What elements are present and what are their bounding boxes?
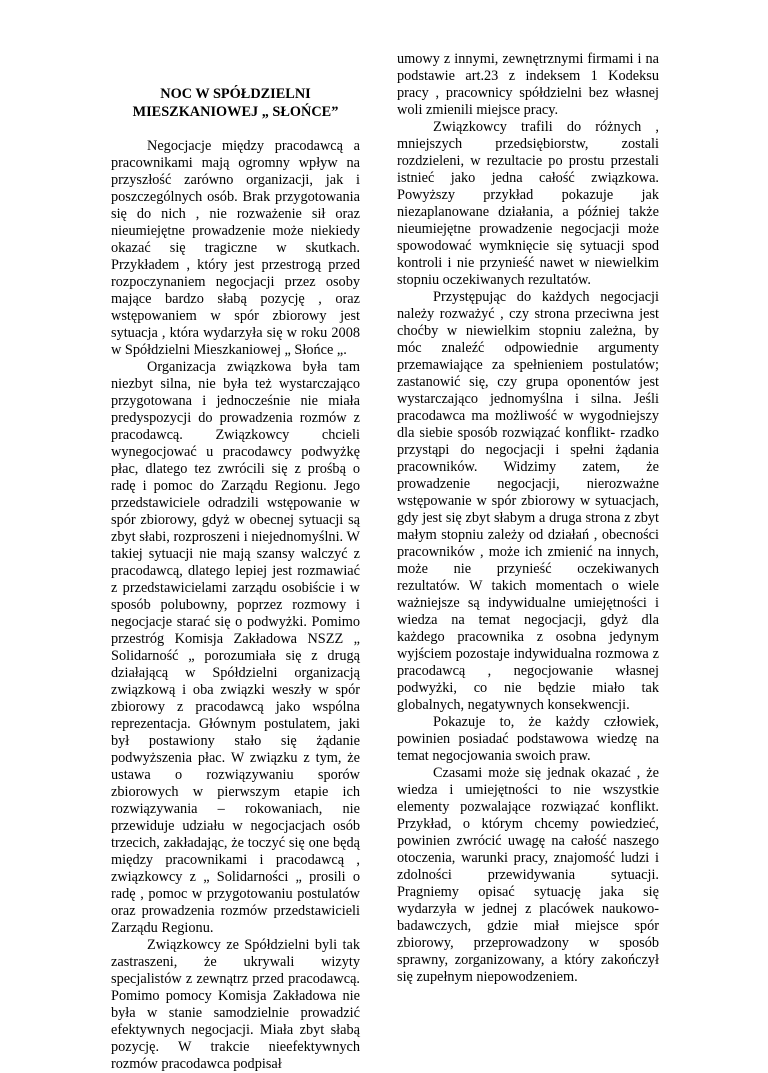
- paragraph-right-1: umowy z innymi, zewnętrznymi firmami i na podstawie art.23 z indeksem 1 Kodeksu pracy , pracownicy spółdzielni bez własnej woli zmienili miejsce pracy.: [397, 51, 659, 118]
- title-line-1: NOC W SPÓŁDZIELNI: [160, 86, 311, 102]
- right-column: [397, 0, 659, 986]
- paragraph-left-2: Organizacja związkowa była tam niezbyt silna, nie była też wystarczająco przygotowana i jednocześnie nie miała predyspozycji do prowadzenia rozmów z pracodawcą. Związkowcy chcieli wynegocjować u pracodawcy podwyżkę płac, dlatego tez zwrócili się z prośbą o radę i pomoc do Zarządu Regionu. Jego przedstawiciele odradzili wstępowanie w spór zbiorowy, gdyż w obecnej sytuacji są zbyt słabi, rozproszeni i niejednomyślni. W takiej sytuacji nie mają szansy walczyć z pracodawcą, dlatego lepiej jest rozmawiać z przedstawicielami zarządu osobiście i w sposób polubowny, poprzez rozmowy i negocjacje starać się o podwyżki. Pomimo przestróg Komisja Zakładowa NSZZ „ Solidarność „ porozumiała się z drugą działającą w Spółdzielni organizacją związkową i oba związki weszły w spór zbiorowy z pracodawcą jako wspólna reprezentacja. Głównym postulatem, jaki był postawiony stało się żądanie podwyższenia płac. W związku z tym, że ustawa o rozwiązywaniu sporów zbiorowych w pierwszym etapie ich rozwiązywania – rokowaniach, nie przewiduje udziału w negocjacjach osób trzecich, zakładając, że toczyć się one będą między pracownikami i pracodawcą , związkowcy z „ Solidarności „ prosili o radę , pomoc w przygotowaniu postulatów oraz prowadzenia rozmów przedstawicieli Zarządu Regionu.: [111, 359, 360, 936]
- title-line-2: MIESZKANIOWEJ „ SŁOŃCE”: [132, 104, 339, 120]
- paragraph-right-3: Przystępując do każdych negocjacji należy rozważyć , czy strona przeciwna jest choćby w niewielkim stopniu zależna, by móc znaleźć odpowiednie argumenty przemawiające za spełnieniem postulatów; zastanowić się, czy grupa oponentów jest wystarczająco jednomyślna i silna. Jeśli pracodawca ma możliwość w wygodniejszy dla siebie sposób rozwiązać konflikt- rzadko przystąpi do negocjacji i spełni żądania pracowników. Widzimy zatem, że prowadzenie negocjacji, nierozważne wstępowanie w spór zbiorowy w sytuacjach, gdy jest się zbyt słabym a druga strona z zbyt małym stopniu zależy od działań , obecności pracowników , może ich zmienić na innych, może nie przynieść oczekiwanych rezultatów. W takich momentach o wiele ważniejsze są indywidualne umiejętności i wiedza na temat negocjacji, gdyż dla każdego pracownika z osobna jedynym wyjściem pozostaje indywidualna rozmowa z pracodawcą , negocjowanie własnej podwyżki, co nie będzie miało tak globalnych, negatywnych konsekwencji.: [397, 289, 659, 713]
- paragraph-right-5: Czasami może się jednak okazać , że wiedza i umiejętności to nie wszystkie elementy pozwalające rozwiązać konflikt. Przykład, o którym chcemy powiedzieć, powinien zwrócić uwagę na całość naszego otoczenia, warunki pracy, znajomość ludzi i zdolności przewidywania sytuacji. Pragniemy opisać sytuację jaka się wydarzyła w jednej z placówek naukowo- badawczych, gdzie miał miejsce spór zbiorowy, przeprowadzony w sposób sprawny, zorganizowany, a który zakończył się zupełnym niepowodzeniem.: [397, 765, 659, 985]
- title-block: [111, 0, 360, 138]
- paragraph-right-2: Związkowcy trafili do różnych , mniejszych przedsiębiorstw, zostali rozdzieleni, w rezultacie po prostu przestali istnieć jako jedna całość związkowa. Powyższy przykład pokazuje jak niezaplanowane działania, a później także nieumiejętne prowadzenie negocjacji może spowodować wymknięcie się sytuacji spod kontroli i nie przynieść nawet w niewielkim stopniu oczekiwanych rezultatów.: [397, 119, 659, 288]
- paragraph-left-3: Związkowcy ze Spółdzielni byli tak zastraszeni, że ukrywali wizyty specjalistów z zewnątrz przed pracodawcą. Pomimo pomocy Komisja Zakładowa nie była w stanie samodzielnie prowadzić efektywnych negocjacji. Miała zbyt słabą pozycję. W trakcie nieefektywnych rozmów pracodawca podpisał: [111, 937, 360, 1072]
- left-column: [111, 0, 360, 1073]
- paragraph-left-1: Negocjacje między pracodawcą a pracownikami mają ogromny wpływ na przyszłość zarówno organizacji, jak i poszczególnych osób. Brak przygotowania się do nich , nie rozważenie sił oraz nieumiejętne prowadzenie może niekiedy okazać się tragiczne w skutkach. Przykładem , który jest przestrogą przed rozpoczynaniem negocjacji przez osoby mające bardzo słabą pozycję , oraz wstępowaniem w spór zbiorowy jest sytuacja , która wydarzyła się w roku 2008 w Spółdzielni Mieszkaniowej „ Słońce „.: [111, 138, 360, 358]
- paragraph-right-4: Pokazuje to, że każdy człowiek, powinien posiadać podstawowa wiedzę na temat negocjowania swoich praw.: [397, 714, 659, 764]
